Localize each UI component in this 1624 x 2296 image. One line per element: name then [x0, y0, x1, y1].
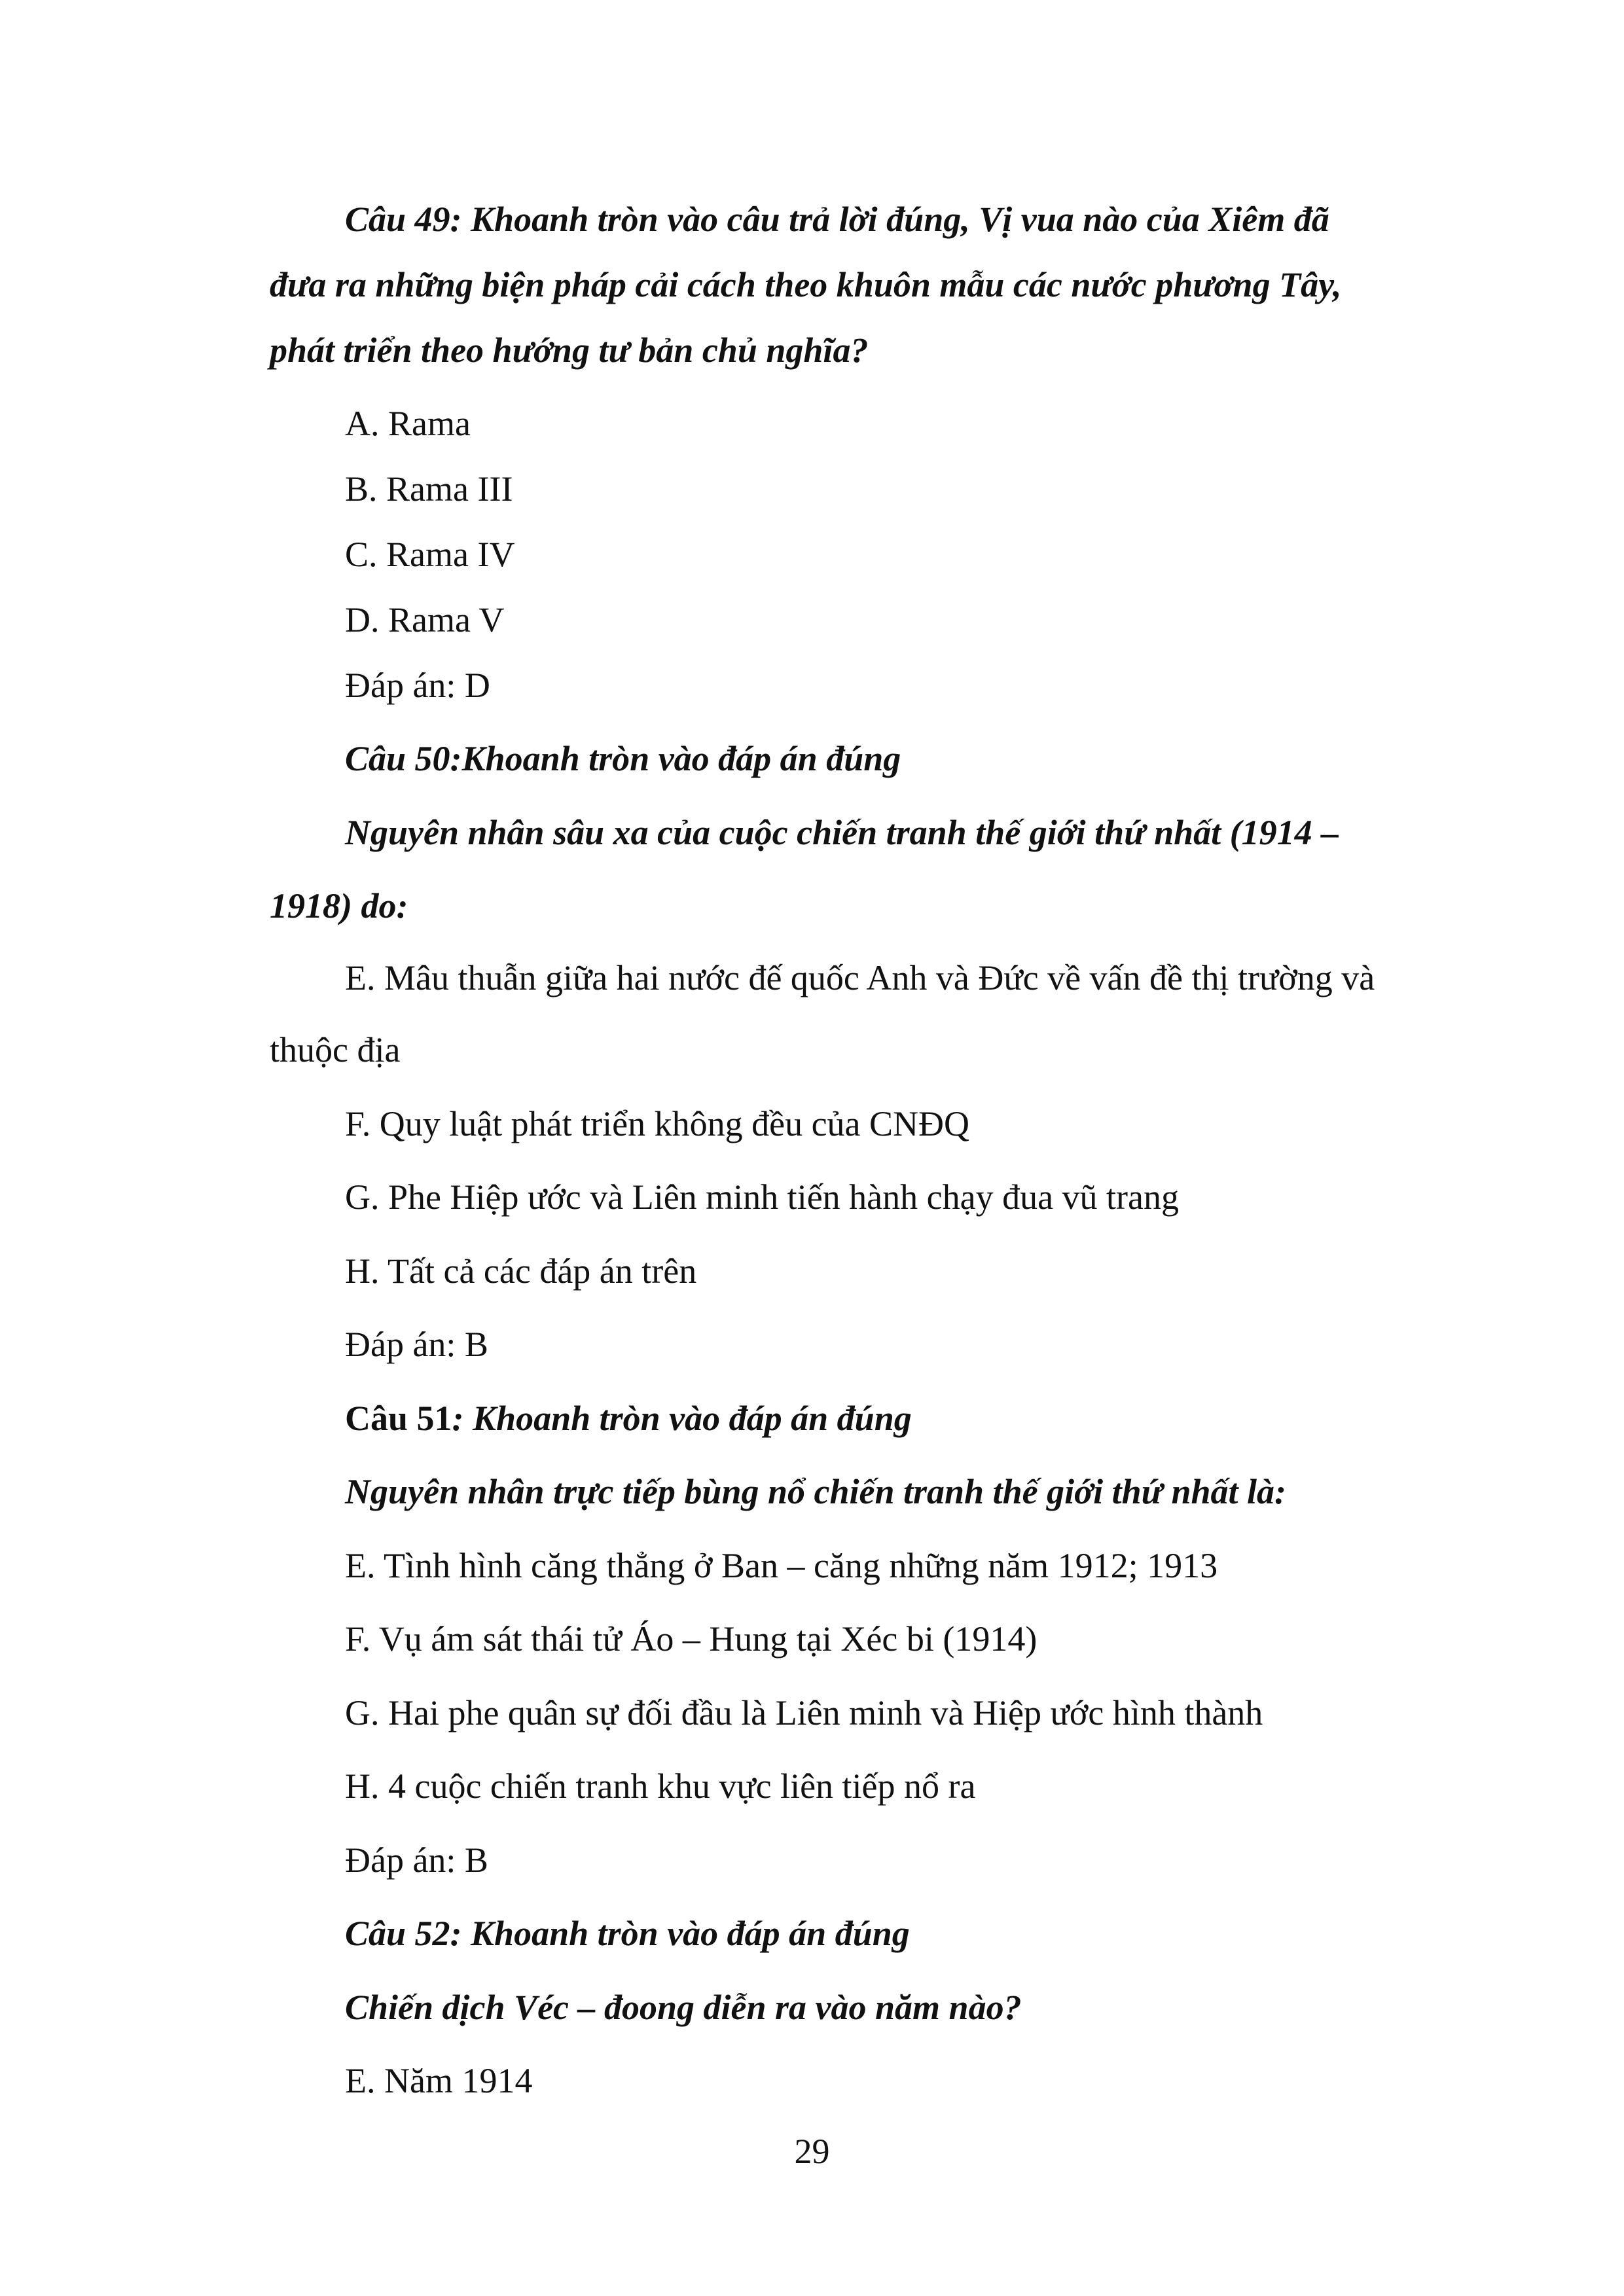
q50-option-f: F. Quy luật phát triển không đều của CNĐQ	[345, 1104, 970, 1143]
q52-stem: Chiến dịch Véc – đoong diễn ra vào năm nào?	[345, 1988, 1022, 2027]
q51-title	[345, 1397, 912, 1439]
q52-option-e: E. Năm 1914	[345, 2061, 533, 2100]
q51-option-g: G. Hai phe quân sự đối đầu là Liên minh và Hiệp ước hình thành	[345, 1693, 1263, 1732]
q49-answer: Đáp án: D	[345, 666, 490, 705]
q49-option-a: A. Rama	[345, 404, 471, 443]
q50-option-h: H. Tất cả các đáp án trên	[345, 1251, 697, 1291]
q50-option-e-line2: thuộc địa	[270, 1030, 401, 1069]
q50-option-e-line1: E. Mâu thuẫn giữa hai nước đế quốc Anh và Đức về vấn đề thị trường và	[345, 958, 1375, 997]
q50-stem-line1: Nguyên nhân sâu xa của cuộc chiến tranh thế giới thứ nhất (1914 –	[345, 813, 1339, 852]
q51-option-f: F. Vụ ám sát thái tử Áo – Hung tại Xéc bi (1914)	[345, 1619, 1038, 1659]
q50-option-g: G. Phe Hiệp ước và Liên minh tiến hành chạy đua vũ trang	[345, 1177, 1179, 1217]
q51-option-e: E. Tình hình căng thẳng ở Ban – căng những năm 1912; 1913	[345, 1546, 1218, 1585]
q51-title-rest: : Khoanh tròn vào đáp án đúng	[452, 1399, 912, 1438]
page-number: 29	[794, 2132, 830, 2171]
q49-option-d: D. Rama V	[345, 600, 505, 639]
q51-option-h: H. 4 cuộc chiến tranh khu vực liên tiếp nổ ra	[345, 1767, 976, 1806]
q51-label: Câu 51	[345, 1399, 452, 1438]
q50-answer: Đáp án: B	[345, 1325, 488, 1364]
q49-title-line1: Câu 49: Khoanh tròn vào câu trả lời đúng, Vị vua nào của Xiêm đã	[345, 200, 1329, 239]
q49-option-b: B. Rama III	[345, 469, 513, 509]
q49-option-c: C. Rama IV	[345, 535, 515, 574]
q51-stem: Nguyên nhân trực tiếp bùng nổ chiến tranh thế giới thứ nhất là:	[345, 1472, 1287, 1511]
q51-answer: Đáp án: B	[345, 1840, 488, 1880]
q50-title: Câu 50:Khoanh tròn vào đáp án đúng	[345, 739, 901, 778]
q49-title-line3: phát triển theo hướng tư bản chủ nghĩa?	[270, 331, 869, 370]
q52-title: Câu 52: Khoanh tròn vào đáp án đúng	[345, 1914, 910, 1953]
q50-stem-line2: 1918) do:	[270, 886, 408, 925]
q49-title-line2: đưa ra những biện pháp cải cách theo khuôn mẫu các nước phương Tây,	[270, 265, 1342, 304]
